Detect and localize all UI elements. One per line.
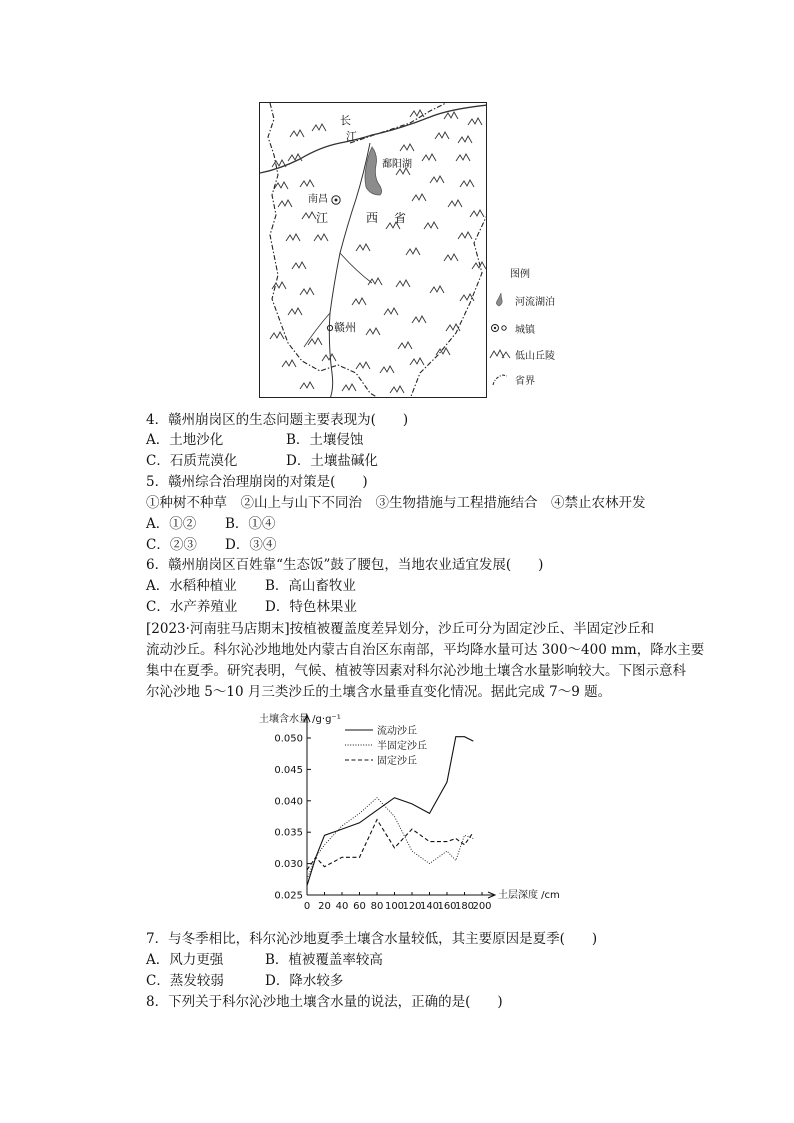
legend-item-hills — [489, 346, 555, 362]
hill-symbol — [300, 382, 314, 389]
boundary-icon — [489, 371, 511, 387]
x-tick-label: 80 — [370, 901, 384, 912]
hill-symbol — [412, 194, 426, 201]
legend-item-river-lake — [489, 292, 555, 308]
hill-symbol — [352, 298, 366, 305]
hill-symbol — [342, 384, 356, 391]
legend-label-boundary: 省界 — [515, 375, 535, 387]
hill-symbol — [468, 118, 482, 125]
y-tick-label: 0.035 — [274, 827, 303, 839]
y-tick-label: 0.050 — [274, 733, 303, 745]
map-label-province-1: 江 — [316, 211, 329, 225]
hill-symbol — [286, 234, 300, 241]
hill-symbol — [430, 176, 444, 183]
x-tick-label: 160 — [437, 901, 457, 912]
q7-option-c: C．蒸发较弱 — [146, 973, 224, 989]
q6-option-b: B．高山畜牧业 — [265, 578, 356, 594]
x-tick-label: 0 — [303, 901, 311, 912]
hill-symbol — [272, 282, 286, 289]
legend-label-1: 流动沙丘 — [377, 726, 417, 737]
y-tick-label: 0.025 — [274, 890, 303, 902]
hill-symbol — [302, 212, 316, 219]
hill-symbol — [400, 144, 414, 151]
y-tick-label: 0.030 — [274, 859, 303, 871]
x-tick-label: 20 — [318, 901, 331, 912]
hill-symbol — [366, 328, 380, 335]
hill-symbol — [356, 244, 370, 251]
river-branch-2 — [304, 313, 330, 347]
hill-symbol — [278, 200, 292, 207]
q4-stem: 4．赣州崩岗区的生态问题主要表现为( ) — [146, 412, 409, 428]
map-label-nanchang: 南昌 — [308, 194, 328, 205]
hill-symbol — [356, 362, 370, 369]
hill-symbol — [435, 132, 449, 139]
hill-symbol — [314, 234, 328, 241]
q4-option-b: B．土壤侵蚀 — [286, 432, 364, 448]
hill-symbol — [398, 342, 412, 349]
legend-label-2: 半固定沙丘 — [377, 741, 427, 752]
q8-stem: 8．下列关于科尔沁沙地土壤含水量的说法，正确的是( ) — [146, 994, 503, 1010]
hill-symbol — [422, 154, 436, 161]
hills-icon — [489, 346, 511, 362]
x-tick-label: 120 — [402, 901, 422, 912]
q5-stem: 5．赣州综合治理崩岗的对策是( ) — [146, 474, 368, 490]
jiangxi-map — [259, 102, 487, 398]
q7-option-d: D．降水较多 — [265, 973, 344, 989]
q6-option-d: D．特色林果业 — [265, 599, 357, 615]
x-tick-label: 40 — [335, 901, 349, 912]
map-drawing — [260, 103, 487, 398]
passage-line-3: 集中在夏季。研究表明，气候、植被等因素对科尔沁沙地土壤含水量影响较大。下图示意科 — [146, 663, 686, 679]
hill-symbol — [288, 308, 302, 315]
x-tick-label: 200 — [472, 901, 492, 912]
legend-label-city: 城镇 — [515, 324, 535, 336]
river-lake-icon — [489, 292, 511, 308]
q5-option-d: D．③④ — [225, 537, 277, 553]
y-axis-label: 土壤含水量 /g·g⁻¹ — [259, 714, 341, 725]
hill-symbol — [444, 254, 458, 261]
soil-moisture-chart — [255, 705, 600, 920]
hill-symbol — [424, 222, 438, 229]
hill-symbol — [290, 130, 304, 137]
x-axis-label: 土层深度 /cm — [498, 890, 560, 901]
hill-symbol — [458, 136, 472, 143]
q5-option-b: B．①④ — [225, 516, 276, 532]
q6-option-c: C．水产养殖业 — [146, 599, 238, 615]
q5-option-a: A．①② — [146, 516, 197, 532]
y-tick-label: 0.045 — [274, 764, 303, 776]
q7-option-a: A．风力更强 — [146, 952, 224, 968]
legend-item-boundary — [489, 371, 535, 387]
x-tick-label: 180 — [454, 901, 475, 912]
legend-item-city — [489, 320, 535, 336]
hill-symbol — [292, 262, 306, 269]
x-tick-label: 100 — [384, 901, 405, 912]
hill-symbol — [456, 154, 470, 161]
q4-option-d: D．土壤盐碱化 — [286, 453, 378, 469]
hill-symbol — [460, 180, 474, 187]
map-label-province-2: 西 — [366, 211, 379, 225]
hill-symbol — [380, 366, 394, 373]
legend-label-hills: 低山丘陵 — [515, 350, 555, 362]
hill-symbol — [300, 180, 314, 187]
legend-label-3: 固定沙丘 — [377, 756, 417, 767]
passage-line-1: [2023·河南驻马店期末]按植被覆盖度差异划分，沙丘可分为固定沙丘、半固定沙丘和 — [146, 621, 655, 637]
q7-stem: 7．与冬季相比，科尔沁沙地夏季土壤含水量较低，其主要原因是夏季( ) — [146, 931, 598, 947]
city-icon — [489, 320, 511, 336]
passage-line-4: 尔沁沙地 5～10 月三类沙丘的土壤含水量垂直变化情况。据此完成 7～9 题。 — [146, 684, 612, 700]
hill-symbol — [282, 360, 296, 367]
y-tick-label: 0.040 — [274, 796, 303, 808]
map-label-yangtze-1: 长 — [340, 114, 351, 127]
x-tick-label: 60 — [353, 901, 366, 912]
hill-symbol — [444, 112, 458, 119]
map-label-poyang-lake: 鄱阳湖 — [382, 159, 412, 170]
hill-symbol — [406, 248, 420, 255]
passage-line-2: 流动沙丘。科尔沁沙地地处内蒙古自治区东南部，平均降水量可达 300～400 mm，降水主要 — [146, 642, 705, 658]
hill-symbol — [458, 232, 472, 239]
province-boundary-se — [410, 213, 487, 398]
q7-option-b: B．植被覆盖率较高 — [265, 952, 383, 968]
hill-symbol — [322, 354, 336, 361]
hill-symbol — [412, 316, 426, 323]
hill-symbol — [410, 358, 424, 365]
hills-symbols — [270, 110, 486, 393]
q5-option-c: C．②③ — [146, 537, 197, 553]
map-label-province-3: 省 — [394, 211, 407, 225]
hill-symbol — [308, 338, 322, 345]
hill-symbol — [460, 294, 474, 301]
hill-symbol — [300, 288, 314, 295]
hill-symbol — [390, 386, 404, 393]
map-label-yangtze-2: 江 — [346, 130, 357, 143]
x-tick-label: 140 — [419, 901, 440, 912]
hill-symbol — [396, 280, 410, 287]
hill-symbol — [288, 154, 302, 161]
q5-statements: ①种树不种草 ②山上与山下不同治 ③生物措施与工程措施结合 ④禁止农林开发 — [146, 495, 646, 511]
hill-symbol — [448, 200, 462, 207]
ganzhou-city-marker — [327, 325, 332, 330]
series-line-2 — [307, 798, 473, 880]
hill-symbol — [368, 278, 382, 285]
q6-option-a: A．水稻种植业 — [146, 578, 237, 594]
map-label-ganzhou: 赣州 — [334, 321, 356, 334]
river-branch — [340, 253, 372, 283]
hill-symbol — [274, 182, 288, 189]
hill-symbol — [384, 308, 398, 315]
series-line-3 — [307, 820, 473, 870]
chart-svg — [255, 705, 600, 920]
hill-symbol — [312, 124, 326, 131]
legend-title: 图例 — [510, 269, 530, 280]
hill-symbol — [270, 332, 284, 339]
q4-option-a: A．土地沙化 — [146, 432, 224, 448]
hill-symbol — [430, 286, 444, 293]
q6-stem: 6．赣州崩岗区百姓靠“生态饭”鼓了腰包，当地农业适宜发展( ) — [146, 557, 544, 573]
hill-symbol — [470, 210, 484, 217]
q4-option-c: C．石质荒漠化 — [146, 453, 238, 469]
legend-label-river-lake: 河流湖泊 — [515, 296, 555, 308]
